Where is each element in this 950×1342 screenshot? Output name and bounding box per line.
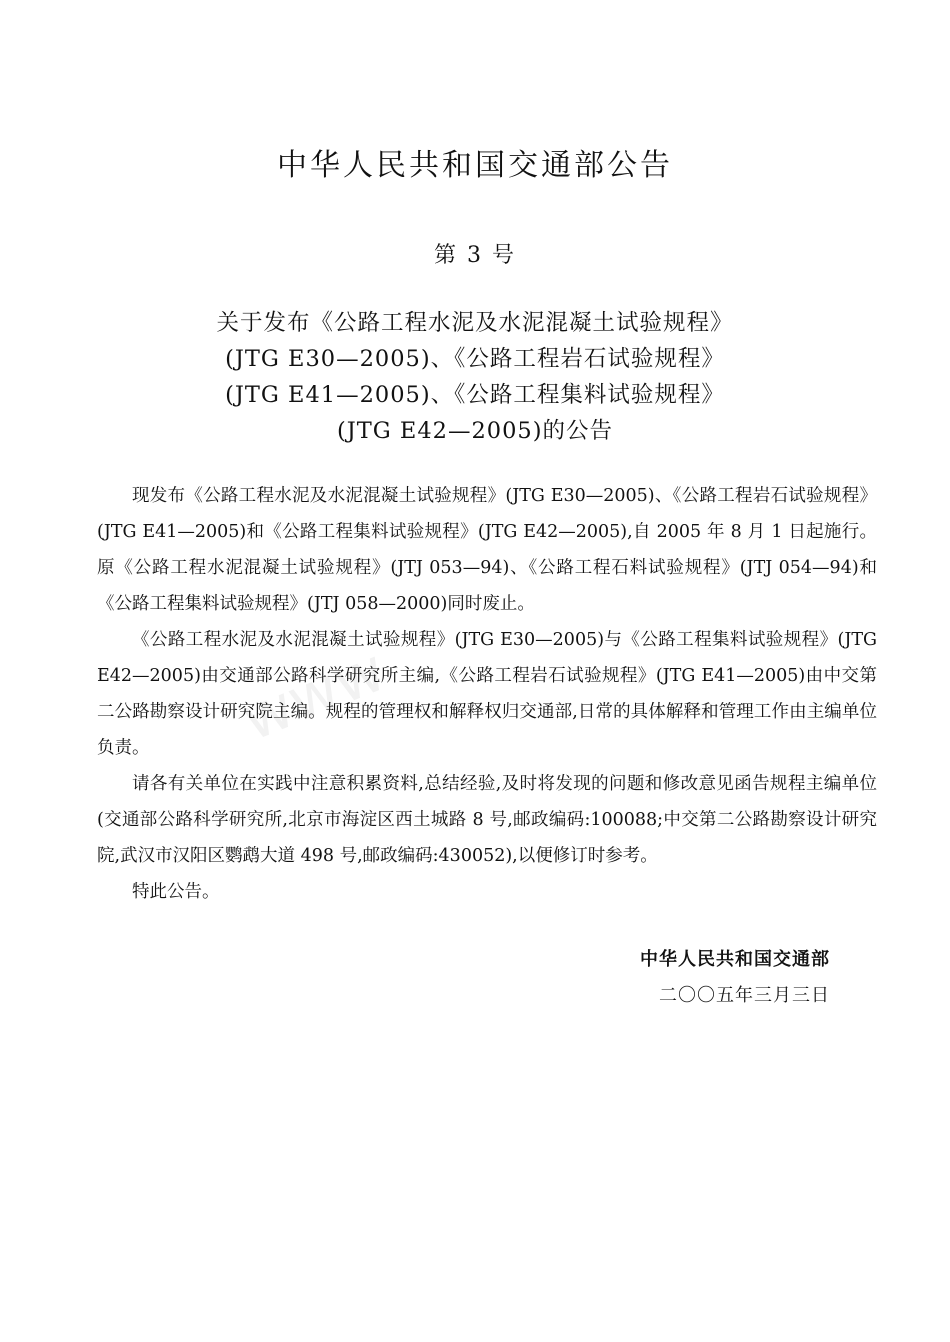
subject-line: 关于发布《公路工程水泥及水泥混凝土试验规程》 (216, 310, 734, 336)
page-title: 中华人民共和国交通部公告 (277, 148, 673, 183)
body-paragraph: 现发布《公路工程水泥及水泥混凝土试验规程》(JTG E30—2005)、《公路工程岩石试验规程》(JTG E41—2005)和《公路工程集料试验规程》(JTG E42—2005),自 2005 年 8 月 1 日起施行。原《公路工程水泥混凝土试验规程》(JTJ 053—94)、《公路工程石料试验规程》(JTJ 054—94)和《公路工程集料试验规程》(JTJ 058—2000)同时废止。 (97, 486, 877, 614)
announcement-number: 第 3 号 (434, 243, 516, 268)
body-paragraph: 特此公告。 (132, 882, 220, 902)
watermark: www (232, 634, 395, 756)
body-paragraph: 《公路工程水泥及水泥混凝土试验规程》(JTG E30—2005)与《公路工程集料试验规程》(JTG E42—2005)由交通部公路科学研究所主编,《公路工程岩石试验规程》(JTG E41—2005)由中交第二公路勘察设计研究院主编。规程的管理权和解释权归交通部,日常的具体解释和管理工作由主编单位负责。 (97, 630, 877, 758)
subject-line: (JTG E41—2005)、《公路工程集料试验规程》 (225, 382, 725, 408)
signature-block (560, 942, 830, 1014)
subject-line: (JTG E30—2005)、《公路工程岩石试验规程》 (225, 346, 725, 372)
announcement-subject (0, 305, 950, 449)
body-paragraph: 请各有关单位在实践中注意积累资料,总结经验,及时将发现的问题和修改意见函告规程主编单位(交通部公路科学研究所,北京市海淀区西土城路 8 号,邮政编码:100088;中交第二公路勘察设计研究院,武汉市汉阳区鹦鹉大道 498 号,邮政编码:430052),以便修订时参考。 (97, 774, 877, 866)
signature-date: 二〇〇五年三月三日 (659, 985, 830, 1006)
announcement-body (97, 478, 877, 910)
signature-organization: 中华人民共和国交通部 (640, 949, 830, 970)
subject-line: (JTG E42—2005)的公告 (336, 418, 614, 444)
